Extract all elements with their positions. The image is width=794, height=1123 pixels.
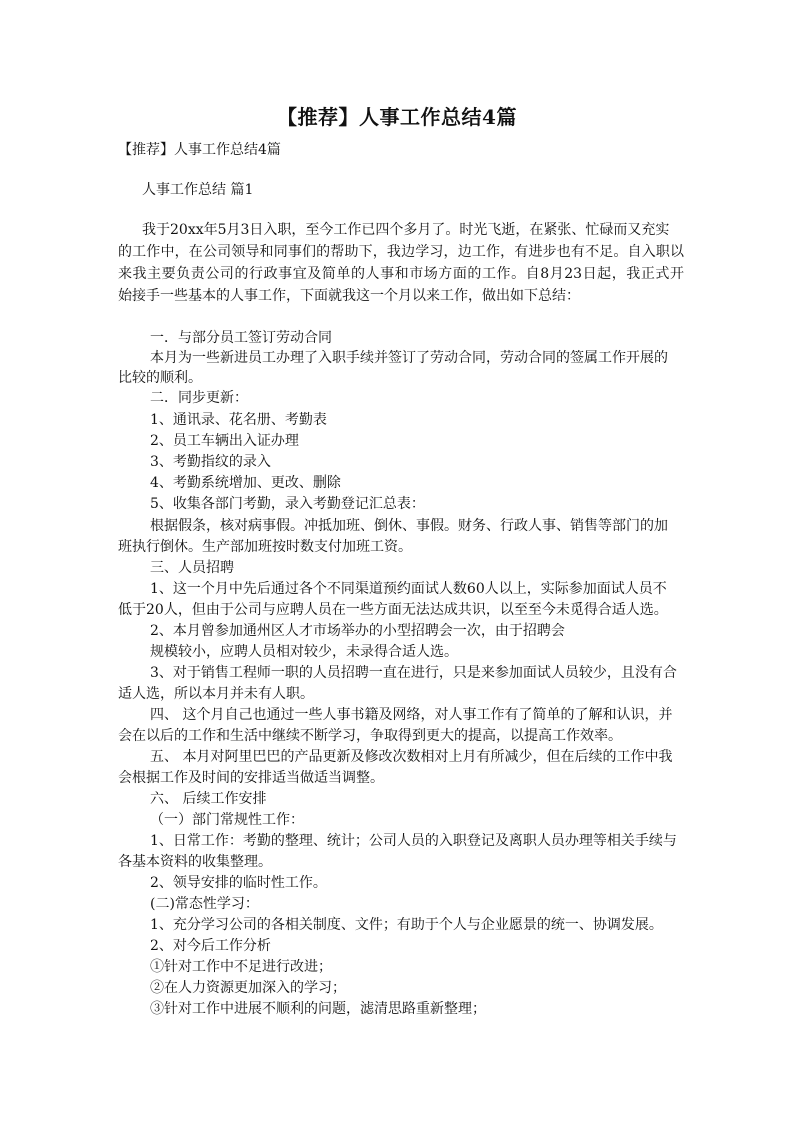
body-line: 班执行倒休。生产部加班按时数支付加班工资。 — [118, 539, 412, 555]
body-line: 3、对于销售工程师一职的人员招聘一直在进行，只是来参加面试人员较少，且没有合 — [150, 665, 677, 681]
intro-line: 始接手一些基本的人事工作，下面就我这一个月以来工作，做出如下总结： — [118, 288, 580, 304]
body-line: 一．与部分员工签订劳动合同 — [150, 330, 332, 346]
body-line: 低于20人，但由于公司与应聘人员在一些方面无法达成共识，以至至今未觅得合适人选。 — [118, 602, 668, 618]
document-title: 【推荐】人事工作总结4篇 — [277, 105, 517, 129]
body-line: 本月为一些新进员工办理了入职手续并签订了劳动合同，劳动合同的签属工作开展的 — [150, 350, 668, 366]
document-subtitle: 【推荐】人事工作总结4篇 — [118, 142, 281, 158]
body-line: 5、收集各部门考勤，录入考勤登记汇总表： — [150, 496, 425, 512]
body-line: 2、领导安排的临时性工作。 — [150, 875, 327, 891]
body-line: 规模较小，应聘人员相对较少，未录得合适人选。 — [150, 644, 458, 660]
body-line: 2、对今后工作分析 — [150, 938, 271, 954]
body-line: 会在以后的工作和生活中继续不断学习，争取得到更大的提高，以提高工作效率。 — [118, 728, 622, 744]
body-line: 1、日常工作：考勤的整理、统计；公司人员的入职登记及离职人员办理等相关手续与 — [150, 833, 677, 849]
body-line: 会根据工作及时间的安排适当做适当调整。 — [118, 770, 384, 786]
body-line: 比较的顺利。 — [118, 370, 202, 386]
body-line: 4、考勤系统增加、更改、删除 — [150, 475, 341, 491]
body-line: 适人选，所以本月并未有人职。 — [118, 686, 314, 702]
body-line: 六、 后续工作安排 — [150, 791, 267, 807]
body-line: 五、 本月对阿里巴巴的产品更新及修改次数相对上月有所减少，但在后续的工作中我 — [150, 749, 673, 765]
body-line: 四、 这个月自己也通过一些人事书籍及网络，对人事工作有了简单的了解和认识，并 — [150, 707, 673, 723]
intro-line: 来我主要负责公司的行政事宜及简单的人事和市场方面的工作。自8月23日起，我正式开 — [118, 266, 684, 282]
body-line: 2、员工车辆出入证办理 — [150, 433, 299, 449]
body-line: （一）部门常规性工作： — [150, 812, 304, 828]
intro-line: 我于20xx年5月3日入职，至今工作已四个多月了。时光飞逝，在紧张、忙碌而又充实 — [142, 222, 670, 238]
body-line: 根据假条，核对病事假。冲抵加班、倒休、事假。财务、行政人事、销售等部门的加 — [150, 518, 668, 534]
section-heading: 人事工作总结 篇1 — [142, 182, 254, 198]
body-line: ②在人力资源更加深入的学习； — [150, 980, 346, 996]
body-line: 1、充分学习公司的各相关制度、文件；有助于个人与企业愿景的统一、协调发展。 — [150, 917, 663, 933]
body-line: (二)常态性学习： — [150, 896, 259, 912]
body-line: ③针对工作中进展不顺利的问题，滤清思路重新整理； — [150, 1001, 486, 1017]
body-line: 二．同步更新： — [150, 390, 248, 406]
body-line: 三、人员招聘 — [150, 560, 234, 576]
body-line: 1、这一个月中先后通过各个不同渠道预约面试人数60人以上，实际参加面试人员不 — [150, 581, 667, 597]
body-line: ①针对工作中不足进行改进； — [150, 959, 332, 975]
intro-line: 的工作中，在公司领导和同事们的帮助下，我边学习，边工作，有进步也有不足。自入职以 — [118, 244, 684, 260]
body-line: 3、考勤指纹的录入 — [150, 454, 271, 470]
body-line: 2、本月曾参加通州区人才市场举办的小型招聘会一次，由于招聘会 — [150, 623, 565, 639]
body-line: 1、通讯录、花名册、考勤表 — [150, 412, 327, 428]
body-line: 各基本资料的收集整理。 — [118, 854, 272, 870]
